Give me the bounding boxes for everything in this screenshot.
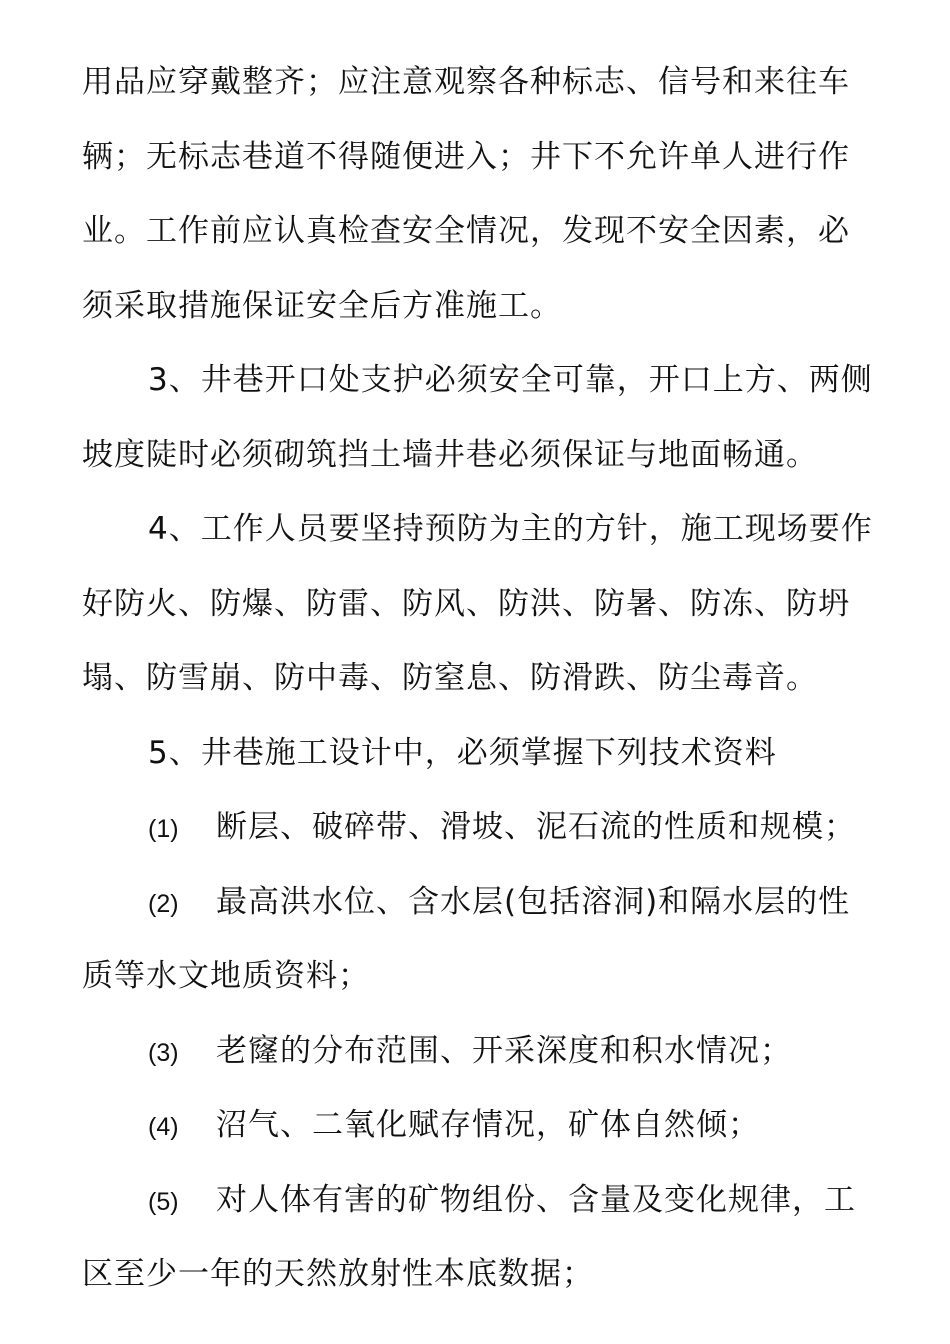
list-item-text: 沼气、二氧化赋存情况，矿体自然倾； <box>216 1107 760 1143</box>
list-item-3 <box>82 1014 872 1089</box>
list-item-2-continuation: 质等水文地质资料； <box>82 958 370 994</box>
paragraph-3-line-1: 3、井巷开口处支护必须安全可靠，开口上方、两侧 <box>148 362 873 398</box>
body-line-2: 辆；无标志巷道不得随便进入；井下不允许单人进行作 <box>82 138 850 175</box>
body-line-3: 业。工作前应认真检查安全情况，发现不安全因素，必 <box>82 213 850 249</box>
list-item-5 <box>82 1163 872 1238</box>
list-item-number: (1) <box>148 815 179 843</box>
paragraph-4-line-2: 好防火、防爆、防雷、防风、防洪、防暑、防冻、防坍 <box>82 585 850 622</box>
list-item-2 <box>82 865 872 940</box>
paragraph-4-line-3: 塌、防雪崩、防中毒、防窒息、防滑跌、防尘毒音。 <box>82 660 818 696</box>
list-item-number: (4) <box>148 1113 179 1141</box>
list-item-text: 断层、破碎带、滑坡、泥石流的性质和规模； <box>216 809 856 845</box>
paragraph-4-line-1: 4、工作人员要坚持预防为主的方针，施工现场要作 <box>148 511 873 547</box>
document-body <box>82 45 872 1312</box>
paragraph-3-line-2: 坡度陡时必须砌筑挡土墙井巷必须保证与地面畅通。 <box>82 436 818 473</box>
paragraph-5-line-1: 5、井巷施工设计中，必须掌握下列技术资料 <box>148 734 777 771</box>
list-item-number: (2) <box>148 889 179 918</box>
list-item-text: 老窿的分布范围、开采深度和积水情况； <box>216 1032 792 1069</box>
list-item-5-continuation: 区至少一年的天然放射性本底数据； <box>82 1256 594 1292</box>
list-item-text: 最高洪水位、含水层(包括溶洞)和隔水层的性 <box>216 883 851 920</box>
list-item-text: 对人体有害的矿物组份、含量及变化规律，工 <box>216 1181 856 1218</box>
list-item-number: (3) <box>148 1038 179 1067</box>
list-item-number: (5) <box>148 1187 179 1216</box>
list-item-4 <box>82 1088 872 1163</box>
list-item-1 <box>82 790 872 865</box>
body-line-1: 用品应穿戴整齐；应注意观察各种标志、信号和来往车 <box>82 64 850 100</box>
body-line-4: 须采取措施保证安全后方准施工。 <box>82 287 562 324</box>
